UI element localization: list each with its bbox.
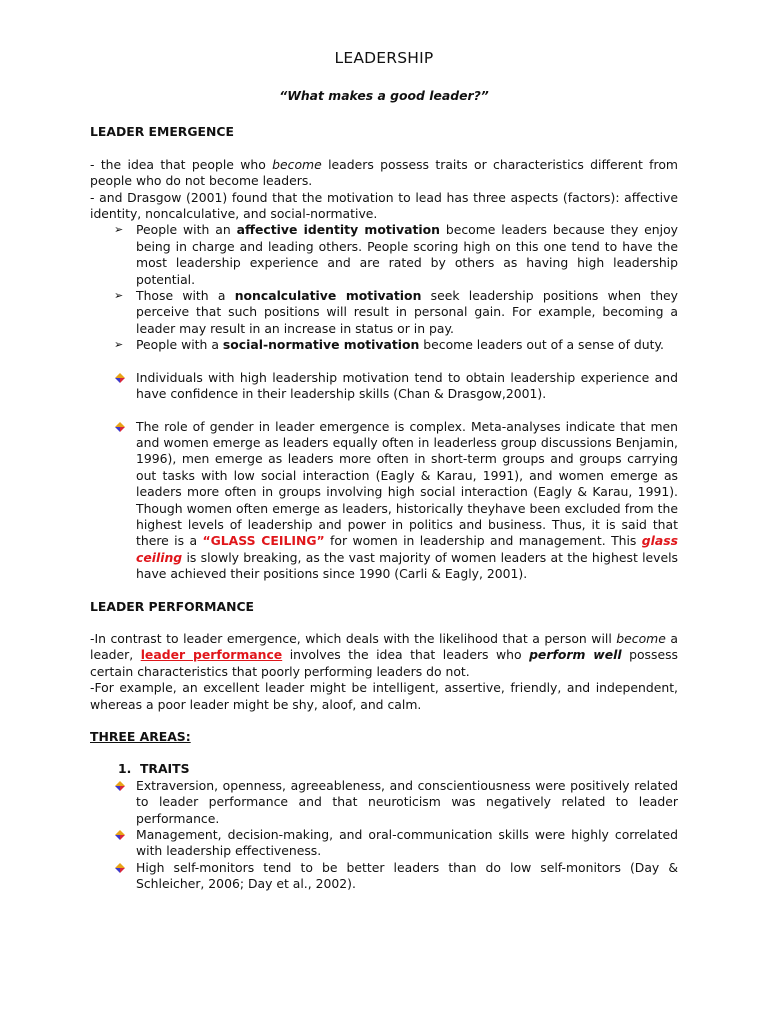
arrow-bullet-icon: ➢: [114, 338, 124, 352]
list-item: High self-monitors tend to be better leaders than do low self-monitors (Day & Schleicher, 2006; Day et al., 2002).: [90, 860, 678, 893]
colored-bullet-icon: [115, 830, 125, 840]
list-item: ➢ People with a social-normative motivation become leaders out of a sense of duty.: [114, 337, 664, 353]
leader-performance-highlight: leader performance: [140, 647, 283, 663]
emergence-paragraph-1: - the idea that people who become leaders possess traits or characteristics different from people who do not become leaders.: [90, 156, 678, 189]
list-item: Extraversion, openness, agreeableness, and conscientiousness were positively related to leader performance and that neuroticism was negatively related to leader performance.: [90, 778, 678, 827]
page-subtitle: “What makes a good leader?”: [279, 88, 489, 103]
document-page: [90, 48, 678, 893]
performance-paragraph-1: -In contrast to leader emergence, which deals with the likelihood that a person will become a leader, leader performance involves the idea that leaders who perform well possess certain characteristics that poorly performing leaders do not.: [90, 630, 678, 679]
arrow-bullet-icon: ➢: [114, 289, 124, 303]
glass-ceiling-highlight: “GLASS CEILING”: [202, 533, 325, 549]
numbered-item-traits: 1. TRAITS: [118, 761, 190, 777]
traits-list: [90, 778, 678, 893]
performance-paragraph-2: -For example, an excellent leader might be intelligent, assertive, friendly, and independent, whereas a poor leader might be shy, aloof, and calm.: [90, 680, 678, 712]
arrow-bullet-icon: ➢: [114, 223, 124, 237]
emergence-paragraph-2: - and Drasgow (2001) found that the motivation to lead has three aspects (factors): affective identity, noncalculative, and social-normative.: [90, 189, 678, 222]
emergence-notes-list: [90, 370, 678, 583]
colored-bullet-icon: [115, 863, 125, 873]
colored-bullet-icon: [115, 422, 125, 432]
page-title: LEADERSHIP: [334, 49, 434, 67]
heading-leader-emergence: LEADER EMERGENCE: [90, 124, 234, 140]
list-item: ➢ People with an affective identity motivation become leaders because they enjoy being in charge and leading others. People scoring high on this one tend to have the most leadership experience and are rated by others as having high leadership potential.: [114, 222, 678, 287]
colored-bullet-icon: [115, 373, 125, 383]
glass-ceiling-italic: glass ceiling: [136, 533, 679, 565]
heading-leader-performance: LEADER PERFORMANCE: [90, 598, 255, 614]
motivation-list: [90, 222, 678, 353]
list-item: Individuals with high leadership motivation tend to obtain leadership experience and have confidence in their leadership skills (Chan & Drasgow,2001).: [90, 370, 678, 403]
heading-three-areas: THREE AREAS:: [90, 729, 191, 744]
list-item: The role of gender in leader emergence is complex. Meta-analyses indicate that men and women emerge as leaders equally often in leaderless group discussions Benjamin, 1996), men emerge as leaders more often in short-term groups and groups carrying out tasks with low social interaction (Eagly & Karau, 1991), and women emerge as leaders more often in groups involving high social interaction (Eagly & Karau, 1991). Though women often emerge as leaders, historically theyhave been excluded from the highest levels of leadership and power in politics and business. Thus, it is said that there is a “GLASS CEILING” for women in leadership and management. This glass ceiling is slowly breaking, as the vast majority of women leaders at the highest levels have achieved their positions since 1990 (Carli & Eagly, 2001).: [90, 419, 678, 583]
list-item: ➢ Those with a noncalculative motivation seek leadership positions when they perceive that such positions will result in personal gain. For example, becoming a leader may result in an increase in status or in pay.: [114, 288, 679, 336]
list-item: Management, decision-making, and oral-communication skills were highly correlated with leadership effectiveness.: [90, 827, 678, 860]
colored-bullet-icon: [115, 781, 125, 791]
